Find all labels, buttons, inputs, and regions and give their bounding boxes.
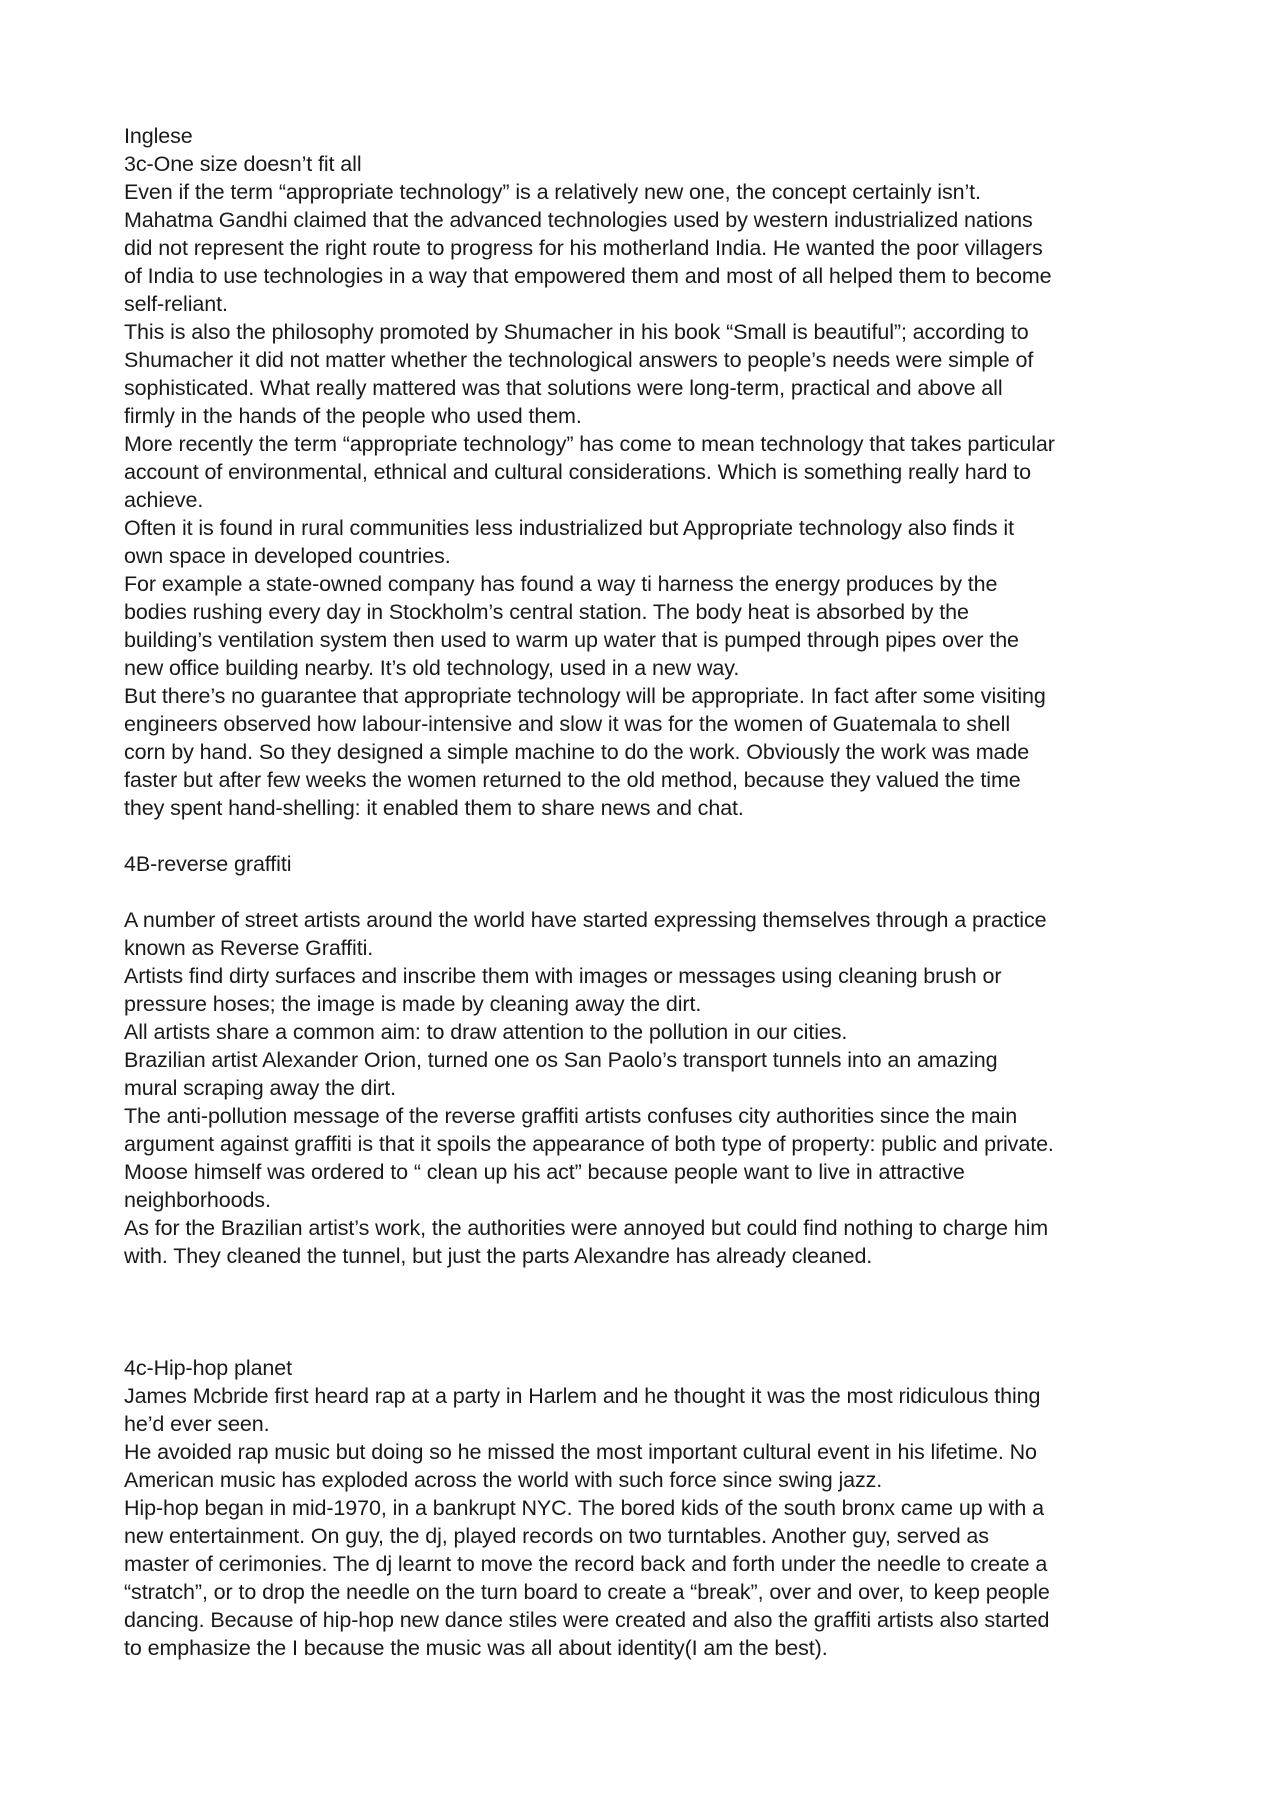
text-line: they spent hand-shelling: it enabled them to share news and chat.	[124, 796, 744, 820]
text-line: James Mcbride first heard rap at a party in Harlem and he thought it was the most ridiculous thing	[124, 1384, 1041, 1408]
text-line: American music has exploded across the world with such force since swing jazz.	[124, 1468, 883, 1492]
text-line: neighborhoods.	[124, 1188, 271, 1212]
text-line: own space in developed countries.	[124, 544, 451, 568]
text-line: achieve.	[124, 488, 204, 512]
text-line: For example a state-owned company has found a way ti harness the energy produces by the	[124, 572, 998, 596]
document-body	[124, 122, 1174, 1662]
text-line: This is also the philosophy promoted by Shumacher in his book “Small is beautiful”; according to	[124, 320, 1029, 344]
section-body	[124, 178, 1174, 822]
text-line: firmly in the hands of the people who used them.	[124, 404, 582, 428]
text-line: Artists find dirty surfaces and inscribe them with images or messages using cleaning brush or	[124, 964, 1002, 988]
section-body	[124, 1382, 1174, 1662]
section-spacer	[124, 822, 1174, 850]
text-line: But there’s no guarantee that appropriate technology will be appropriate. In fact after some visiting	[124, 684, 1046, 708]
text-line: new office building nearby. It’s old technology, used in a new way.	[124, 656, 740, 680]
text-line: bodies rushing every day in Stockholm’s central station. The body heat is absorbed by the	[124, 600, 969, 624]
text-line: of India to use technologies in a way that empowered them and most of all helped them to become	[124, 264, 1052, 288]
text-line: Mahatma Gandhi claimed that the advanced technologies used by western industrialized nations	[124, 208, 1033, 232]
text-line: Moose himself was ordered to “ clean up his act” because people want to live in attractive	[124, 1160, 965, 1184]
text-line: building’s ventilation system then used to warm up water that is pumped through pipes over the	[124, 628, 1019, 652]
text-line: known as Reverse Graffiti.	[124, 936, 374, 960]
text-line: pressure hoses; the image is made by cleaning away the dirt.	[124, 992, 702, 1016]
text-line: with. They cleaned the tunnel, but just the parts Alexandre has already cleaned.	[124, 1244, 873, 1268]
text-line: new entertainment. On guy, the dj, played records on two turntables. Another guy, served as	[124, 1524, 989, 1548]
section-title: 4B-reverse graffiti	[124, 852, 292, 876]
section-spacer	[124, 878, 1174, 906]
section-spacer	[124, 1270, 1174, 1354]
section-body	[124, 906, 1174, 1270]
text-line: faster but after few weeks the women returned to the old method, because they valued the time	[124, 768, 1021, 792]
text-line: engineers observed how labour-intensive and slow it was for the women of Guatemala to shell	[124, 712, 1011, 736]
text-line: to emphasize the I because the music was all about identity(I am the best).	[124, 1636, 828, 1660]
text-line: As for the Brazilian artist’s work, the authorities were annoyed but could find nothing to charge him	[124, 1216, 1049, 1240]
text-line: dancing. Because of hip-hop new dance stiles were created and also the graffiti artists also started	[124, 1608, 1050, 1632]
text-line: Shumacher it did not matter whether the technological answers to people’s needs were simple of	[124, 348, 1034, 372]
text-line: argument against graffiti is that it spoils the appearance of both type of property: public and private.	[124, 1132, 1054, 1156]
text-line: master of cerimonies. The dj learnt to move the record back and forth under the needle to create a	[124, 1552, 1048, 1576]
text-line: A number of street artists around the world have started expressing themselves through a practice	[124, 908, 1047, 932]
text-line: mural scraping away the dirt.	[124, 1076, 396, 1100]
text-line: Often it is found in rural communities less industrialized but Appropriate technology also finds it	[124, 516, 1014, 540]
text-line: Hip-hop began in mid-1970, in a bankrupt NYC. The bored kids of the south bronx came up with a	[124, 1496, 1045, 1520]
section-title: 3c-One size doesn’t fit all	[124, 152, 362, 176]
document-subject: Inglese	[124, 124, 193, 148]
text-line: “stratch”, or to drop the needle on the turn board to create a “break”, over and over, to keep people	[124, 1580, 1050, 1604]
text-line: corn by hand. So they designed a simple machine to do the work. Obviously the work was made	[124, 740, 1030, 764]
text-line: Brazilian artist Alexander Orion, turned one os San Paolo’s transport tunnels into an amazing	[124, 1048, 998, 1072]
text-line: account of environmental, ethnical and cultural considerations. Which is something really hard to	[124, 460, 1031, 484]
text-line: sophisticated. What really mattered was that solutions were long-term, practical and above all	[124, 376, 1003, 400]
text-line: The anti-pollution message of the reverse graffiti artists confuses city authorities since the main	[124, 1104, 1018, 1128]
text-line: he’d ever seen.	[124, 1412, 270, 1436]
text-line: He avoided rap music but doing so he missed the most important cultural event in his lifetime. No	[124, 1440, 1037, 1464]
text-line: More recently the term “appropriate technology” has come to mean technology that takes particular	[124, 432, 1055, 456]
text-line: Even if the term “appropriate technology” is a relatively new one, the concept certainly isn’t.	[124, 180, 981, 204]
text-line: did not represent the right route to progress for his motherland India. He wanted the poor villagers	[124, 236, 1043, 260]
text-line: self-reliant.	[124, 292, 228, 316]
text-line: All artists share a common aim: to draw attention to the pollution in our cities.	[124, 1020, 848, 1044]
section-title: 4c-Hip-hop planet	[124, 1356, 293, 1380]
